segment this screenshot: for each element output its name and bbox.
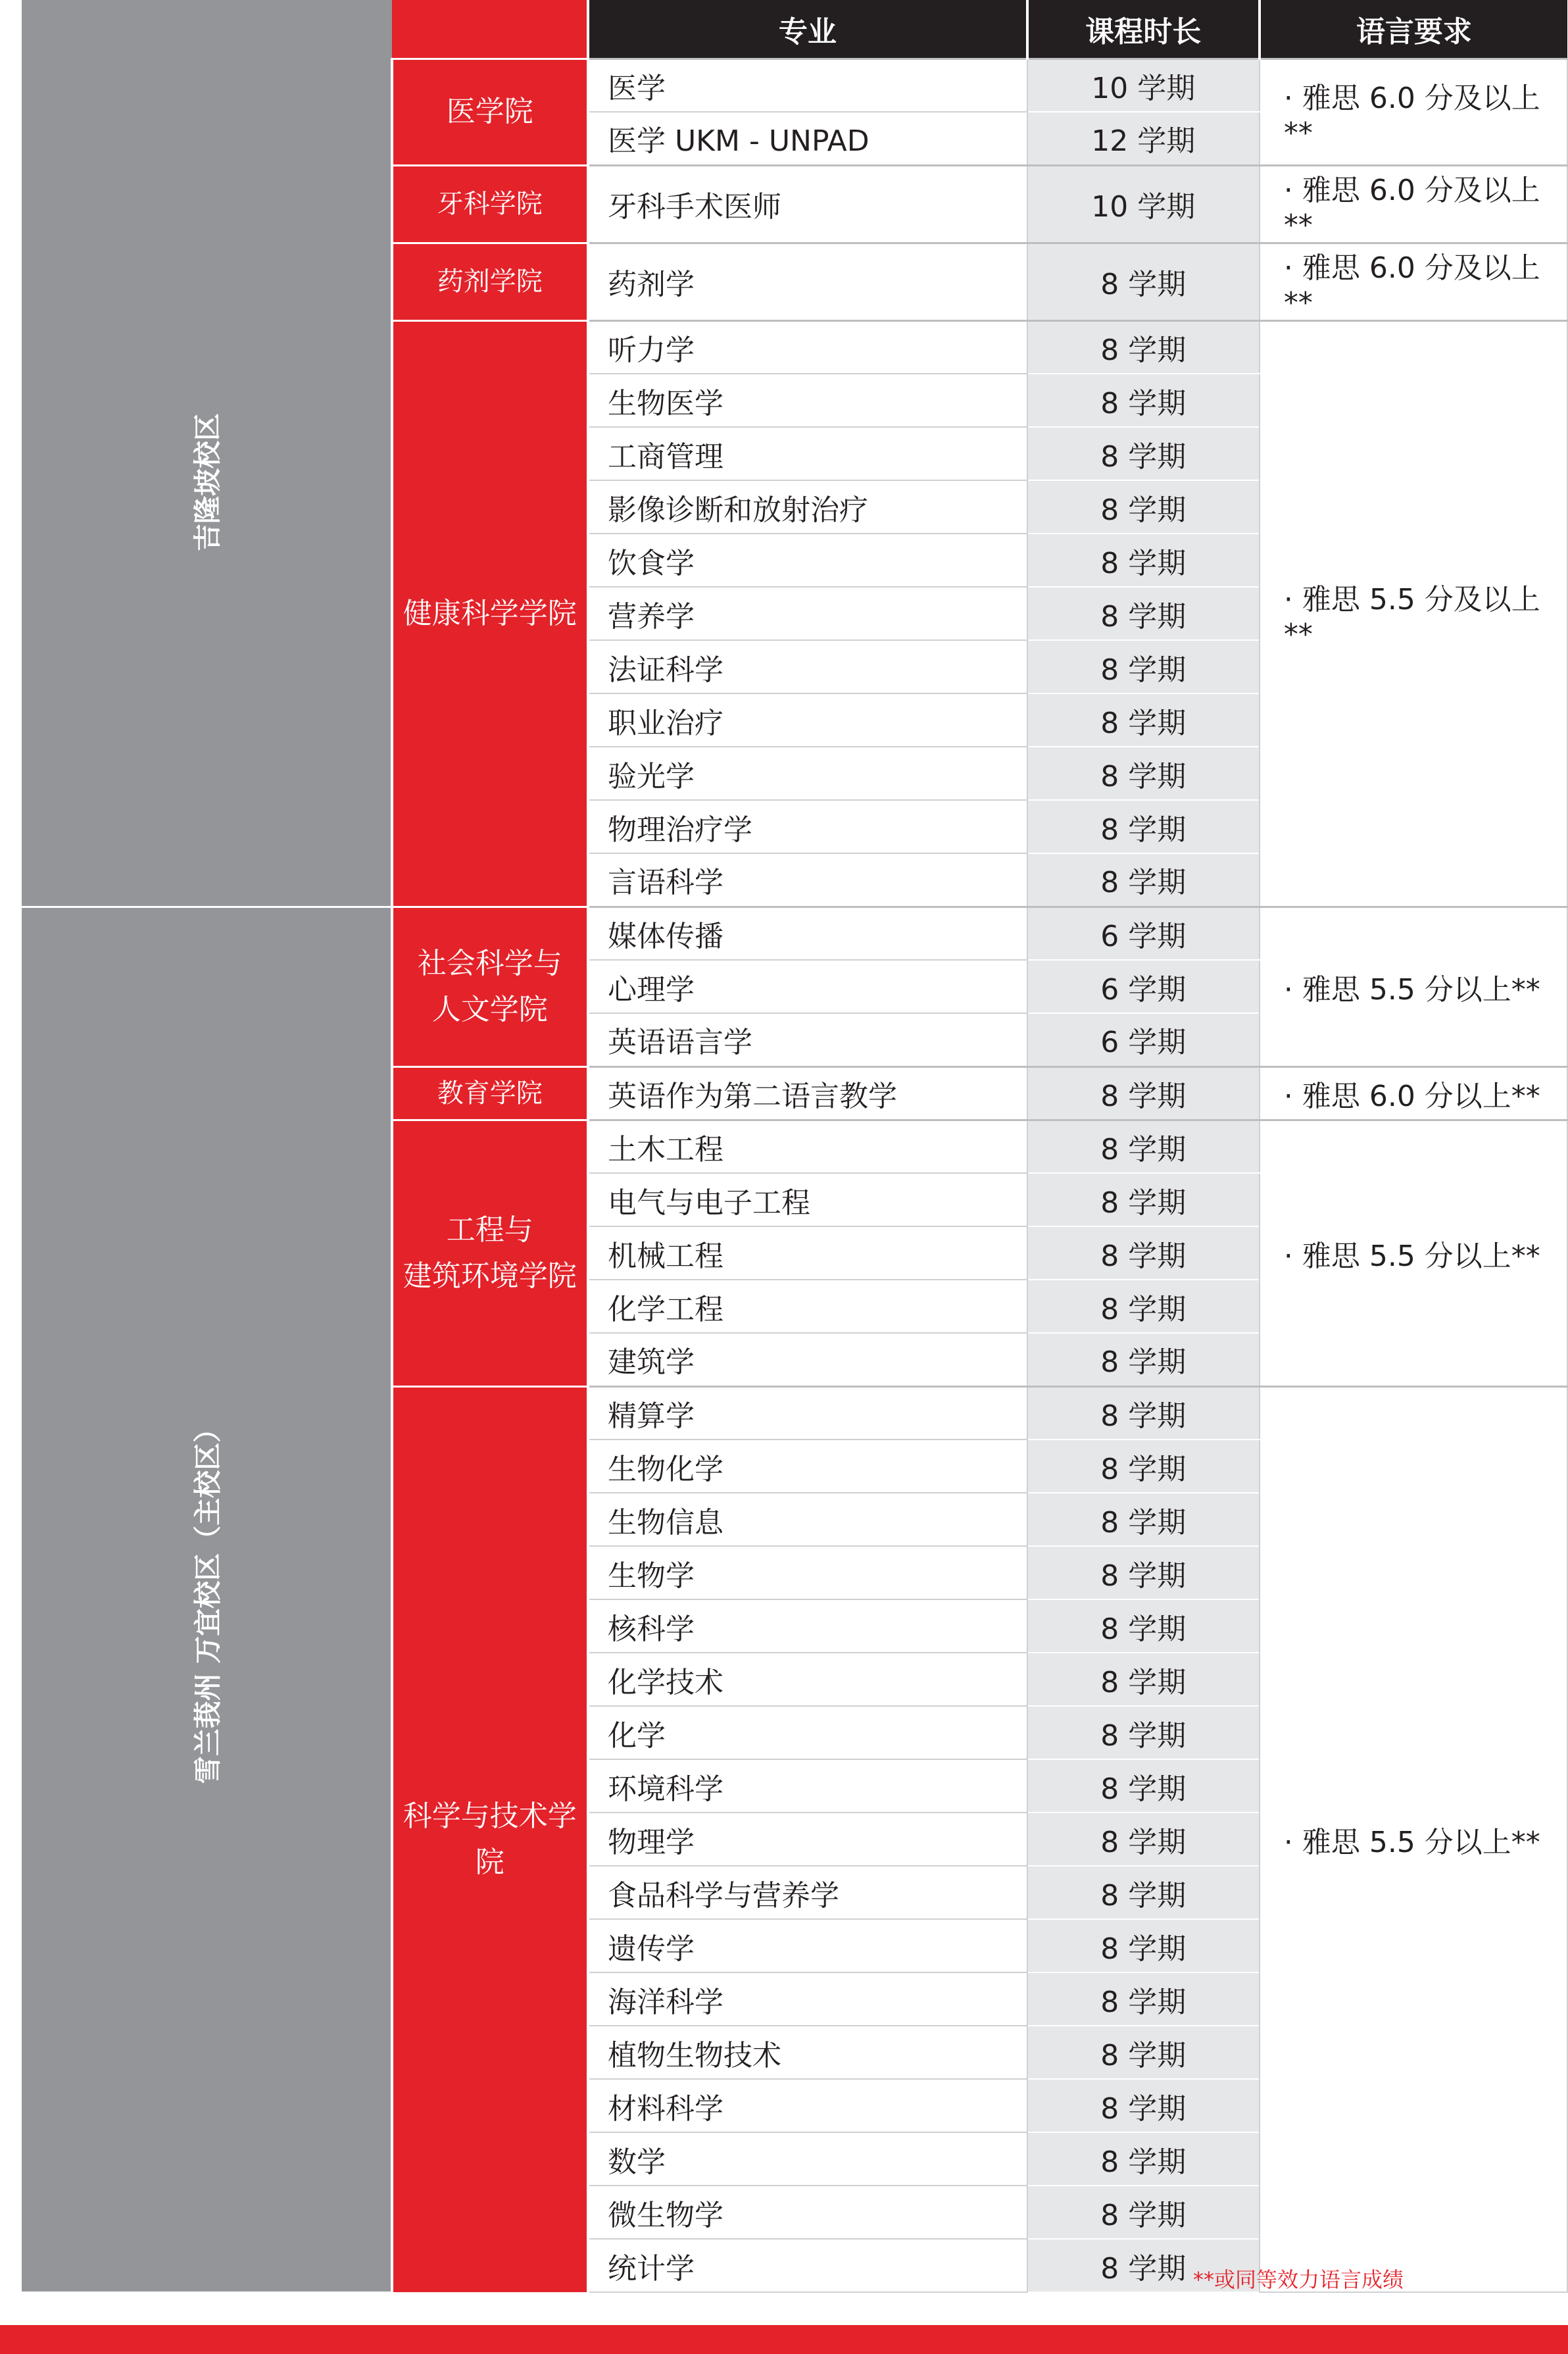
duration-cell: 12 学期 (1027, 112, 1260, 165)
duration-cell: 8 学期 (1027, 1919, 1260, 1972)
major-cell: 英语语言学 (588, 1013, 1027, 1066)
duration-cell: 8 学期 (1027, 2026, 1260, 2079)
major-cell: 药剂学 (588, 243, 1027, 320)
header-blank-school (392, 0, 588, 59)
duration-cell: 6 学期 (1027, 960, 1260, 1013)
major-cell: 医学 UKM - UNPAD (588, 112, 1027, 165)
school-science-technology: 科学与技术学院 (392, 1386, 588, 2292)
major-cell: 验光学 (588, 747, 1027, 800)
major-cell: 医学 (588, 59, 1027, 112)
major-cell: 遗传学 (588, 1919, 1027, 1972)
school-engineering: 工程与 建筑环境学院 (392, 1120, 588, 1386)
table-header (22, 0, 1567, 59)
duration-cell: 10 学期 (1027, 165, 1260, 243)
major-cell: 听力学 (588, 320, 1027, 374)
major-cell: 物理治疗学 (588, 800, 1027, 853)
duration-cell: 8 学期 (1027, 1120, 1260, 1173)
major-cell: 化学技术 (588, 1653, 1027, 1706)
major-cell: 饮食学 (588, 534, 1027, 587)
major-cell: 工商管理 (588, 427, 1027, 480)
major-cell: 材料科学 (588, 2079, 1027, 2132)
duration-cell: 8 学期 (1027, 1653, 1260, 1706)
duration-cell: 8 学期 (1027, 640, 1260, 693)
major-cell: 建筑学 (588, 1333, 1027, 1386)
header-duration: 课程时长 (1027, 0, 1260, 59)
duration-cell: 8 学期 (1027, 1066, 1260, 1120)
major-cell: 生物信息 (588, 1493, 1027, 1546)
language-requirement: · 雅思 6.0 分及以上** (1260, 165, 1567, 243)
major-cell: 影像诊断和放射治疗 (588, 480, 1027, 534)
duration-cell: 6 学期 (1027, 1013, 1260, 1066)
duration-cell: 8 学期 (1027, 1386, 1260, 1440)
major-cell: 生物学 (588, 1546, 1027, 1599)
major-cell: 海洋科学 (588, 1972, 1027, 2026)
major-cell: 营养学 (588, 587, 1027, 640)
duration-cell: 8 学期 (1027, 1280, 1260, 1333)
duration-cell: 8 学期 (1027, 747, 1260, 800)
school-social-sciences: 社会科学与 人文学院 (392, 907, 588, 1066)
duration-cell: 8 学期 (1027, 374, 1260, 427)
major-cell: 微生物学 (588, 2186, 1027, 2239)
major-cell: 心理学 (588, 960, 1027, 1013)
language-requirement: · 雅思 5.5 分以上** (1260, 907, 1567, 1066)
duration-cell: 8 学期 (1027, 587, 1260, 640)
major-cell: 物理学 (588, 1813, 1027, 1866)
duration-cell: 8 学期 (1027, 320, 1260, 374)
campus-kl: 吉隆坡校区 (22, 59, 392, 907)
major-cell: 电气与电子工程 (588, 1173, 1027, 1226)
duration-cell: 8 学期 (1027, 2132, 1260, 2186)
major-cell: 媒体传播 (588, 907, 1027, 960)
duration-cell: 8 学期 (1027, 1173, 1260, 1226)
duration-cell: 8 学期 (1027, 1599, 1260, 1653)
major-cell: 机械工程 (588, 1226, 1027, 1280)
duration-cell: 8 学期 (1027, 1440, 1260, 1493)
duration-cell: 8 学期 (1027, 1813, 1260, 1866)
major-cell: 言语科学 (588, 853, 1027, 907)
duration-cell: 8 学期 (1027, 1226, 1260, 1280)
major-cell: 生物化学 (588, 1440, 1027, 1493)
duration-cell: 8 学期 (1027, 534, 1260, 587)
duration-cell: 8 学期 (1027, 800, 1260, 853)
major-cell: 化学工程 (588, 1280, 1027, 1333)
table-row (22, 59, 1567, 112)
duration-cell: 8 学期 (1027, 853, 1260, 907)
duration-cell: 8 学期 (1027, 1706, 1260, 1759)
school-medicine: 医学院 (392, 59, 588, 165)
major-cell: 精算学 (588, 1386, 1027, 1440)
school-health-sciences: 健康科学学院 (392, 320, 588, 907)
footnote: **或同等效力语言成绩 (1192, 2267, 1404, 2292)
major-cell: 法证科学 (588, 640, 1027, 693)
language-requirement: · 雅思 6.0 分及以上** (1260, 59, 1567, 165)
duration-cell: 8 学期 (1027, 693, 1260, 747)
school-pharmacy: 药剂学院 (392, 243, 588, 320)
duration-cell: 8 学期 (1027, 1759, 1260, 1813)
header-major: 专业 (588, 0, 1027, 59)
duration-cell: 8 学期 (1027, 243, 1260, 320)
duration-cell: 8 学期 (1027, 2239, 1260, 2292)
duration-cell: 6 学期 (1027, 907, 1260, 960)
duration-cell: 8 学期 (1027, 1493, 1260, 1546)
duration-cell: 8 学期 (1027, 1972, 1260, 2026)
major-cell: 食品科学与营养学 (588, 1866, 1027, 1919)
major-cell: 英语作为第二语言教学 (588, 1066, 1027, 1120)
school-dentistry: 牙科学院 (392, 165, 588, 243)
duration-cell: 10 学期 (1027, 59, 1260, 112)
major-cell: 核科学 (588, 1599, 1027, 1653)
major-cell: 职业治疗 (588, 693, 1027, 747)
duration-cell: 8 学期 (1027, 2079, 1260, 2132)
campus-bangi: 雪兰莪州 万宜校区（主校区） (22, 907, 392, 2292)
language-requirement: · 雅思 6.0 分以上** (1260, 1066, 1567, 1120)
duration-cell: 8 学期 (1027, 1333, 1260, 1386)
major-cell: 数学 (588, 2132, 1027, 2186)
table-row (22, 907, 1567, 960)
major-cell: 统计学 (588, 2239, 1027, 2292)
language-requirement: · 雅思 6.0 分及以上** (1260, 243, 1567, 320)
major-cell: 牙科手术医师 (588, 165, 1027, 243)
duration-cell: 8 学期 (1027, 1866, 1260, 1919)
major-cell: 生物医学 (588, 374, 1027, 427)
header-language: 语言要求 (1260, 0, 1567, 59)
major-cell: 土木工程 (588, 1120, 1027, 1173)
major-cell: 植物生物技术 (588, 2026, 1027, 2079)
language-requirement: · 雅思 5.5 分以上** (1260, 1386, 1567, 2292)
duration-cell: 8 学期 (1027, 480, 1260, 534)
language-requirement: · 雅思 5.5 分以上** (1260, 1120, 1567, 1386)
major-cell: 环境科学 (588, 1759, 1027, 1813)
header-blank-campus (22, 0, 392, 59)
bottom-bar (0, 2325, 1568, 2354)
duration-cell: 8 学期 (1027, 427, 1260, 480)
program-table (22, 0, 1568, 2293)
language-requirement: · 雅思 5.5 分及以上** (1260, 320, 1567, 907)
school-education: 教育学院 (392, 1066, 588, 1120)
major-cell: 化学 (588, 1706, 1027, 1759)
duration-cell: 8 学期 (1027, 1546, 1260, 1599)
duration-cell: 8 学期 (1027, 2186, 1260, 2239)
